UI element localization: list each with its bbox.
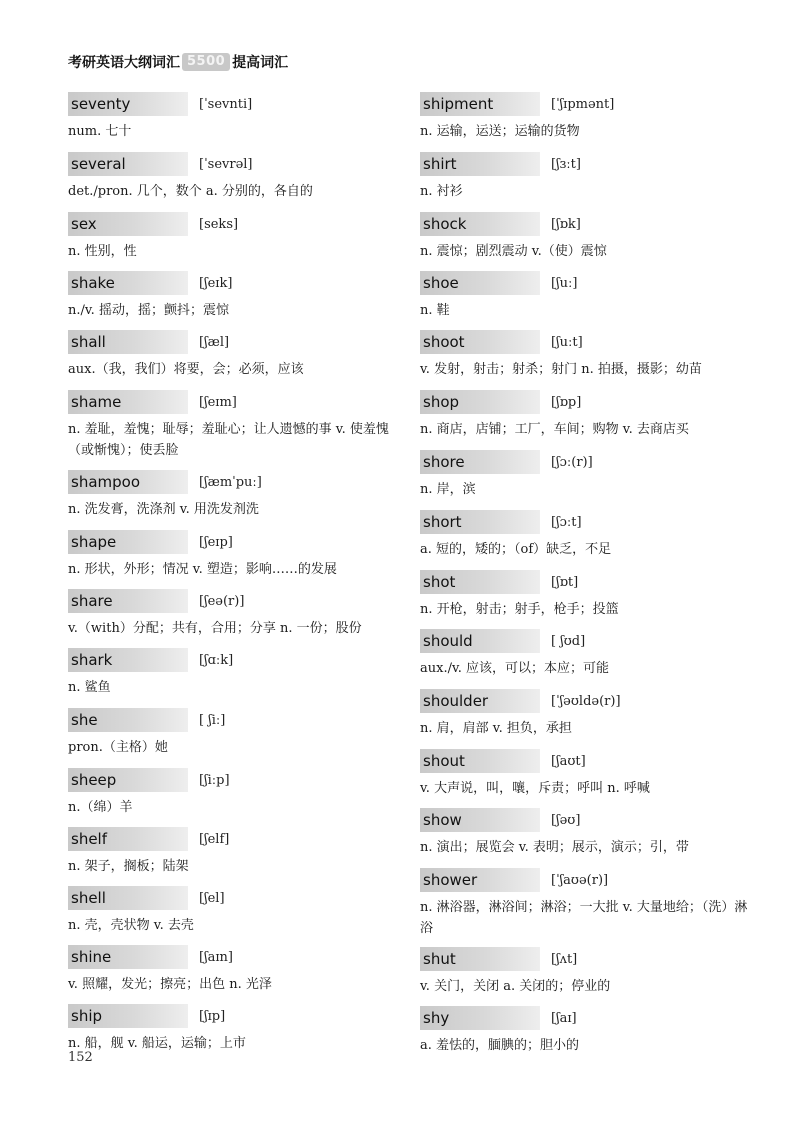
definition: aux./v. 应该，可以；本应；可能	[420, 661, 610, 676]
definition: n. 鲨鱼	[68, 680, 111, 695]
entry-headword-row	[420, 390, 760, 414]
definition: a. 短的，矮的；（of）缺乏，不足	[420, 542, 612, 557]
definition: v. 照耀，发光；擦亮；出色 n. 光泽	[68, 977, 272, 992]
phonetic: [ʃəʊ]	[551, 812, 581, 828]
headword: shower	[420, 868, 540, 892]
definition: n. 性别，性	[68, 244, 137, 259]
definition: n. 演出；展览会 v. 表明；展示，演示；引，带	[420, 840, 689, 855]
definition: n./v. 摇动，摇；颤抖；震惊	[68, 303, 229, 318]
entry-headword-row	[68, 945, 408, 969]
phonetic: [ʃel]	[199, 890, 225, 906]
vocab-entry	[68, 92, 408, 142]
headword: shame	[68, 390, 188, 414]
phonetic: [ʃʌt]	[551, 951, 578, 967]
headword: seventy	[68, 92, 188, 116]
definition: n. 淋浴器，淋浴间；淋浴；一大批 v. 大量地给；（洗）淋浴	[420, 900, 748, 936]
vocab-entry	[68, 1004, 408, 1054]
entry-headword-row	[420, 749, 760, 773]
definition: n. 肩，肩部 v. 担负，承担	[420, 721, 572, 736]
headword: shell	[68, 886, 188, 910]
headword: shock	[420, 212, 540, 236]
vocab-entry	[420, 868, 760, 939]
entry-headword-row	[420, 212, 760, 236]
phonetic: [ ʃiː]	[199, 712, 226, 728]
entry-headword-row	[68, 1004, 408, 1028]
entry-headword-row	[68, 708, 408, 732]
vocab-entry	[68, 648, 408, 698]
definition: n. 船，舰 v. 船运，运输；上市	[68, 1036, 246, 1051]
phonetic: [ʃeɪm]	[199, 394, 237, 410]
definition: n. 震惊；剧烈震动 v.（使）震惊	[420, 244, 607, 259]
entry-headword-row	[420, 1006, 760, 1030]
headword: shelf	[68, 827, 188, 851]
entry-headword-row	[68, 530, 408, 554]
page-number: 152	[68, 1050, 93, 1065]
headword: share	[68, 589, 188, 613]
headword: short	[420, 510, 540, 534]
vocab-entry	[420, 570, 760, 620]
headword: ship	[68, 1004, 188, 1028]
entry-headword-row	[68, 827, 408, 851]
headword: shy	[420, 1006, 540, 1030]
entry-headword-row	[68, 390, 408, 414]
definition: n. 鞋	[420, 303, 450, 318]
phonetic: [ʃɒk]	[551, 216, 581, 232]
phonetic: [ʃɪp]	[199, 1008, 226, 1024]
entry-headword-row	[68, 886, 408, 910]
definition: v. 大声说，叫，嚷，斥责；呼叫 n. 呼喊	[420, 781, 650, 796]
headword: shore	[420, 450, 540, 474]
entry-headword-row	[420, 450, 760, 474]
definition: n. 洗发膏，洗涤剂 v. 用洗发剂洗	[68, 502, 259, 517]
phonetic: [ˈʃɪpmənt]	[551, 96, 615, 112]
phonetic: [ʃiːp]	[199, 772, 230, 788]
header-title-prefix: 考研英语大纲词汇	[68, 55, 180, 71]
vocab-entry	[68, 886, 408, 936]
entry-headword-row	[68, 212, 408, 236]
vocab-entry	[420, 390, 760, 440]
entry-headword-row	[420, 510, 760, 534]
phonetic: [ˈʃaʊə(r)]	[551, 872, 609, 888]
vocab-entry	[420, 92, 760, 142]
vocab-entry	[420, 510, 760, 560]
vocab-entry	[420, 330, 760, 380]
headword: should	[420, 629, 540, 653]
phonetic: [ʃuːt]	[551, 334, 583, 350]
definition: n. 架子，搁板；陆架	[68, 859, 189, 874]
headword: shot	[420, 570, 540, 594]
definition: n. 衬衫	[420, 184, 463, 199]
running-header	[68, 52, 288, 72]
phonetic: [ʃɔː(r)]	[551, 454, 593, 470]
headword: shark	[68, 648, 188, 672]
headword: shape	[68, 530, 188, 554]
vocab-entry	[68, 271, 408, 321]
headword: shipment	[420, 92, 540, 116]
definition: n. 商店，店铺；工厂，车间；购物 v. 去商店买	[420, 422, 689, 437]
vocab-entry	[420, 1006, 760, 1056]
entry-headword-row	[420, 330, 760, 354]
entry-headword-row	[420, 808, 760, 832]
headword: shoot	[420, 330, 540, 354]
headword: shampoo	[68, 470, 188, 494]
entry-headword-row	[68, 768, 408, 792]
phonetic: [ʃuː]	[551, 275, 578, 291]
phonetic: [ʃɒt]	[551, 574, 579, 590]
phonetic: [ʃæmˈpuː]	[199, 474, 262, 490]
headword: shirt	[420, 152, 540, 176]
phonetic: [seks]	[199, 216, 239, 232]
definition: v.（with）分配；共有，合用；分享 n. 一份；股份	[68, 621, 362, 636]
header-title-suffix: 提高词汇	[232, 55, 289, 71]
definition: v. 发射，射击；射杀；射门 n. 拍摄，摄影；幼苗	[420, 362, 702, 377]
headword: shake	[68, 271, 188, 295]
headword: shout	[420, 749, 540, 773]
vocab-entry	[68, 708, 408, 758]
headword: sheep	[68, 768, 188, 792]
phonetic: [ʃaɪ]	[551, 1010, 577, 1026]
vocab-entry	[420, 947, 760, 997]
phonetic: [ʃæl]	[199, 334, 230, 350]
definition: num. 七十	[68, 124, 132, 139]
entry-headword-row	[68, 271, 408, 295]
entry-headword-row	[420, 152, 760, 176]
entry-headword-row	[68, 648, 408, 672]
vocab-entry	[420, 749, 760, 799]
entry-headword-row	[420, 629, 760, 653]
vocab-entry	[68, 152, 408, 202]
definition: n. 羞耻，羞愧；耻辱；羞耻心；让人遗憾的事 v. 使羞愧（或惭愧）；使丢脸	[68, 422, 389, 458]
vocab-entry	[68, 768, 408, 818]
vocab-entry	[68, 330, 408, 380]
entry-headword-row	[420, 92, 760, 116]
vocab-entry	[68, 589, 408, 639]
vocab-entry	[420, 450, 760, 500]
vocab-entry	[420, 271, 760, 321]
phonetic: [ʃɔːt]	[551, 514, 582, 530]
phonetic: [ʃɑːk]	[199, 652, 234, 668]
definition: aux.（我，我们）将要，会；必须，应该	[68, 362, 304, 377]
definition: n. 岸，滨	[420, 482, 476, 497]
vocab-entry	[420, 689, 760, 739]
definition: n. 运输，运送；运输的货物	[420, 124, 580, 139]
vocab-entry	[68, 212, 408, 262]
vocab-entry	[68, 470, 408, 520]
headword: several	[68, 152, 188, 176]
entry-headword-row	[68, 92, 408, 116]
phonetic: [ʃelf]	[199, 831, 230, 847]
headword: shoe	[420, 271, 540, 295]
vocab-entry	[68, 945, 408, 995]
vocab-entry	[420, 808, 760, 858]
entry-headword-row	[68, 589, 408, 613]
headword: show	[420, 808, 540, 832]
phonetic: [ ʃʊd]	[551, 633, 586, 649]
phonetic: [ˈsevrəl]	[199, 156, 253, 172]
vocab-entry	[68, 827, 408, 877]
definition: a. 羞怯的，腼腆的；胆小的	[420, 1038, 580, 1053]
entry-headword-row	[420, 947, 760, 971]
definition: n.（绵）羊	[68, 800, 133, 815]
phonetic: [ʃɒp]	[551, 394, 582, 410]
phonetic: [ˈsevnti]	[199, 96, 253, 112]
vocab-entry	[420, 212, 760, 262]
vocab-entry	[420, 152, 760, 202]
headword: shop	[420, 390, 540, 414]
header-badge: 5500	[182, 53, 230, 71]
definition: n. 形状，外形；情况 v. 塑造；影响……的发展	[68, 562, 337, 577]
vocab-entry	[68, 390, 408, 461]
headword: she	[68, 708, 188, 732]
definition: n. 壳，壳状物 v. 去壳	[68, 918, 194, 933]
entry-headword-row	[68, 152, 408, 176]
phonetic: [ʃeɪk]	[199, 275, 233, 291]
phonetic: [ˈʃəʊldə(r)]	[551, 693, 621, 709]
headword: shall	[68, 330, 188, 354]
entry-headword-row	[68, 330, 408, 354]
headword: sex	[68, 212, 188, 236]
vocab-entry	[68, 530, 408, 580]
phonetic: [ʃɜːt]	[551, 156, 581, 172]
headword: shoulder	[420, 689, 540, 713]
phonetic: [ʃaʊt]	[551, 753, 586, 769]
definition: v. 关门，关闭 a. 关闭的；停业的	[420, 979, 611, 994]
phonetic: [ʃaɪn]	[199, 949, 233, 965]
definition: n. 开枪，射击；射手，枪手；投篮	[420, 602, 619, 617]
phonetic: [ʃeɪp]	[199, 534, 233, 550]
definition: pron.（主格）她	[68, 740, 168, 755]
vocab-entry	[420, 629, 760, 679]
entry-headword-row	[420, 570, 760, 594]
headword: shine	[68, 945, 188, 969]
definition: det./pron. 几个，数个 a. 分别的，各自的	[68, 184, 313, 199]
entry-headword-row	[68, 470, 408, 494]
phonetic: [ʃeə(r)]	[199, 593, 245, 609]
entry-headword-row	[420, 868, 760, 892]
headword: shut	[420, 947, 540, 971]
entry-headword-row	[420, 689, 760, 713]
entry-headword-row	[420, 271, 760, 295]
